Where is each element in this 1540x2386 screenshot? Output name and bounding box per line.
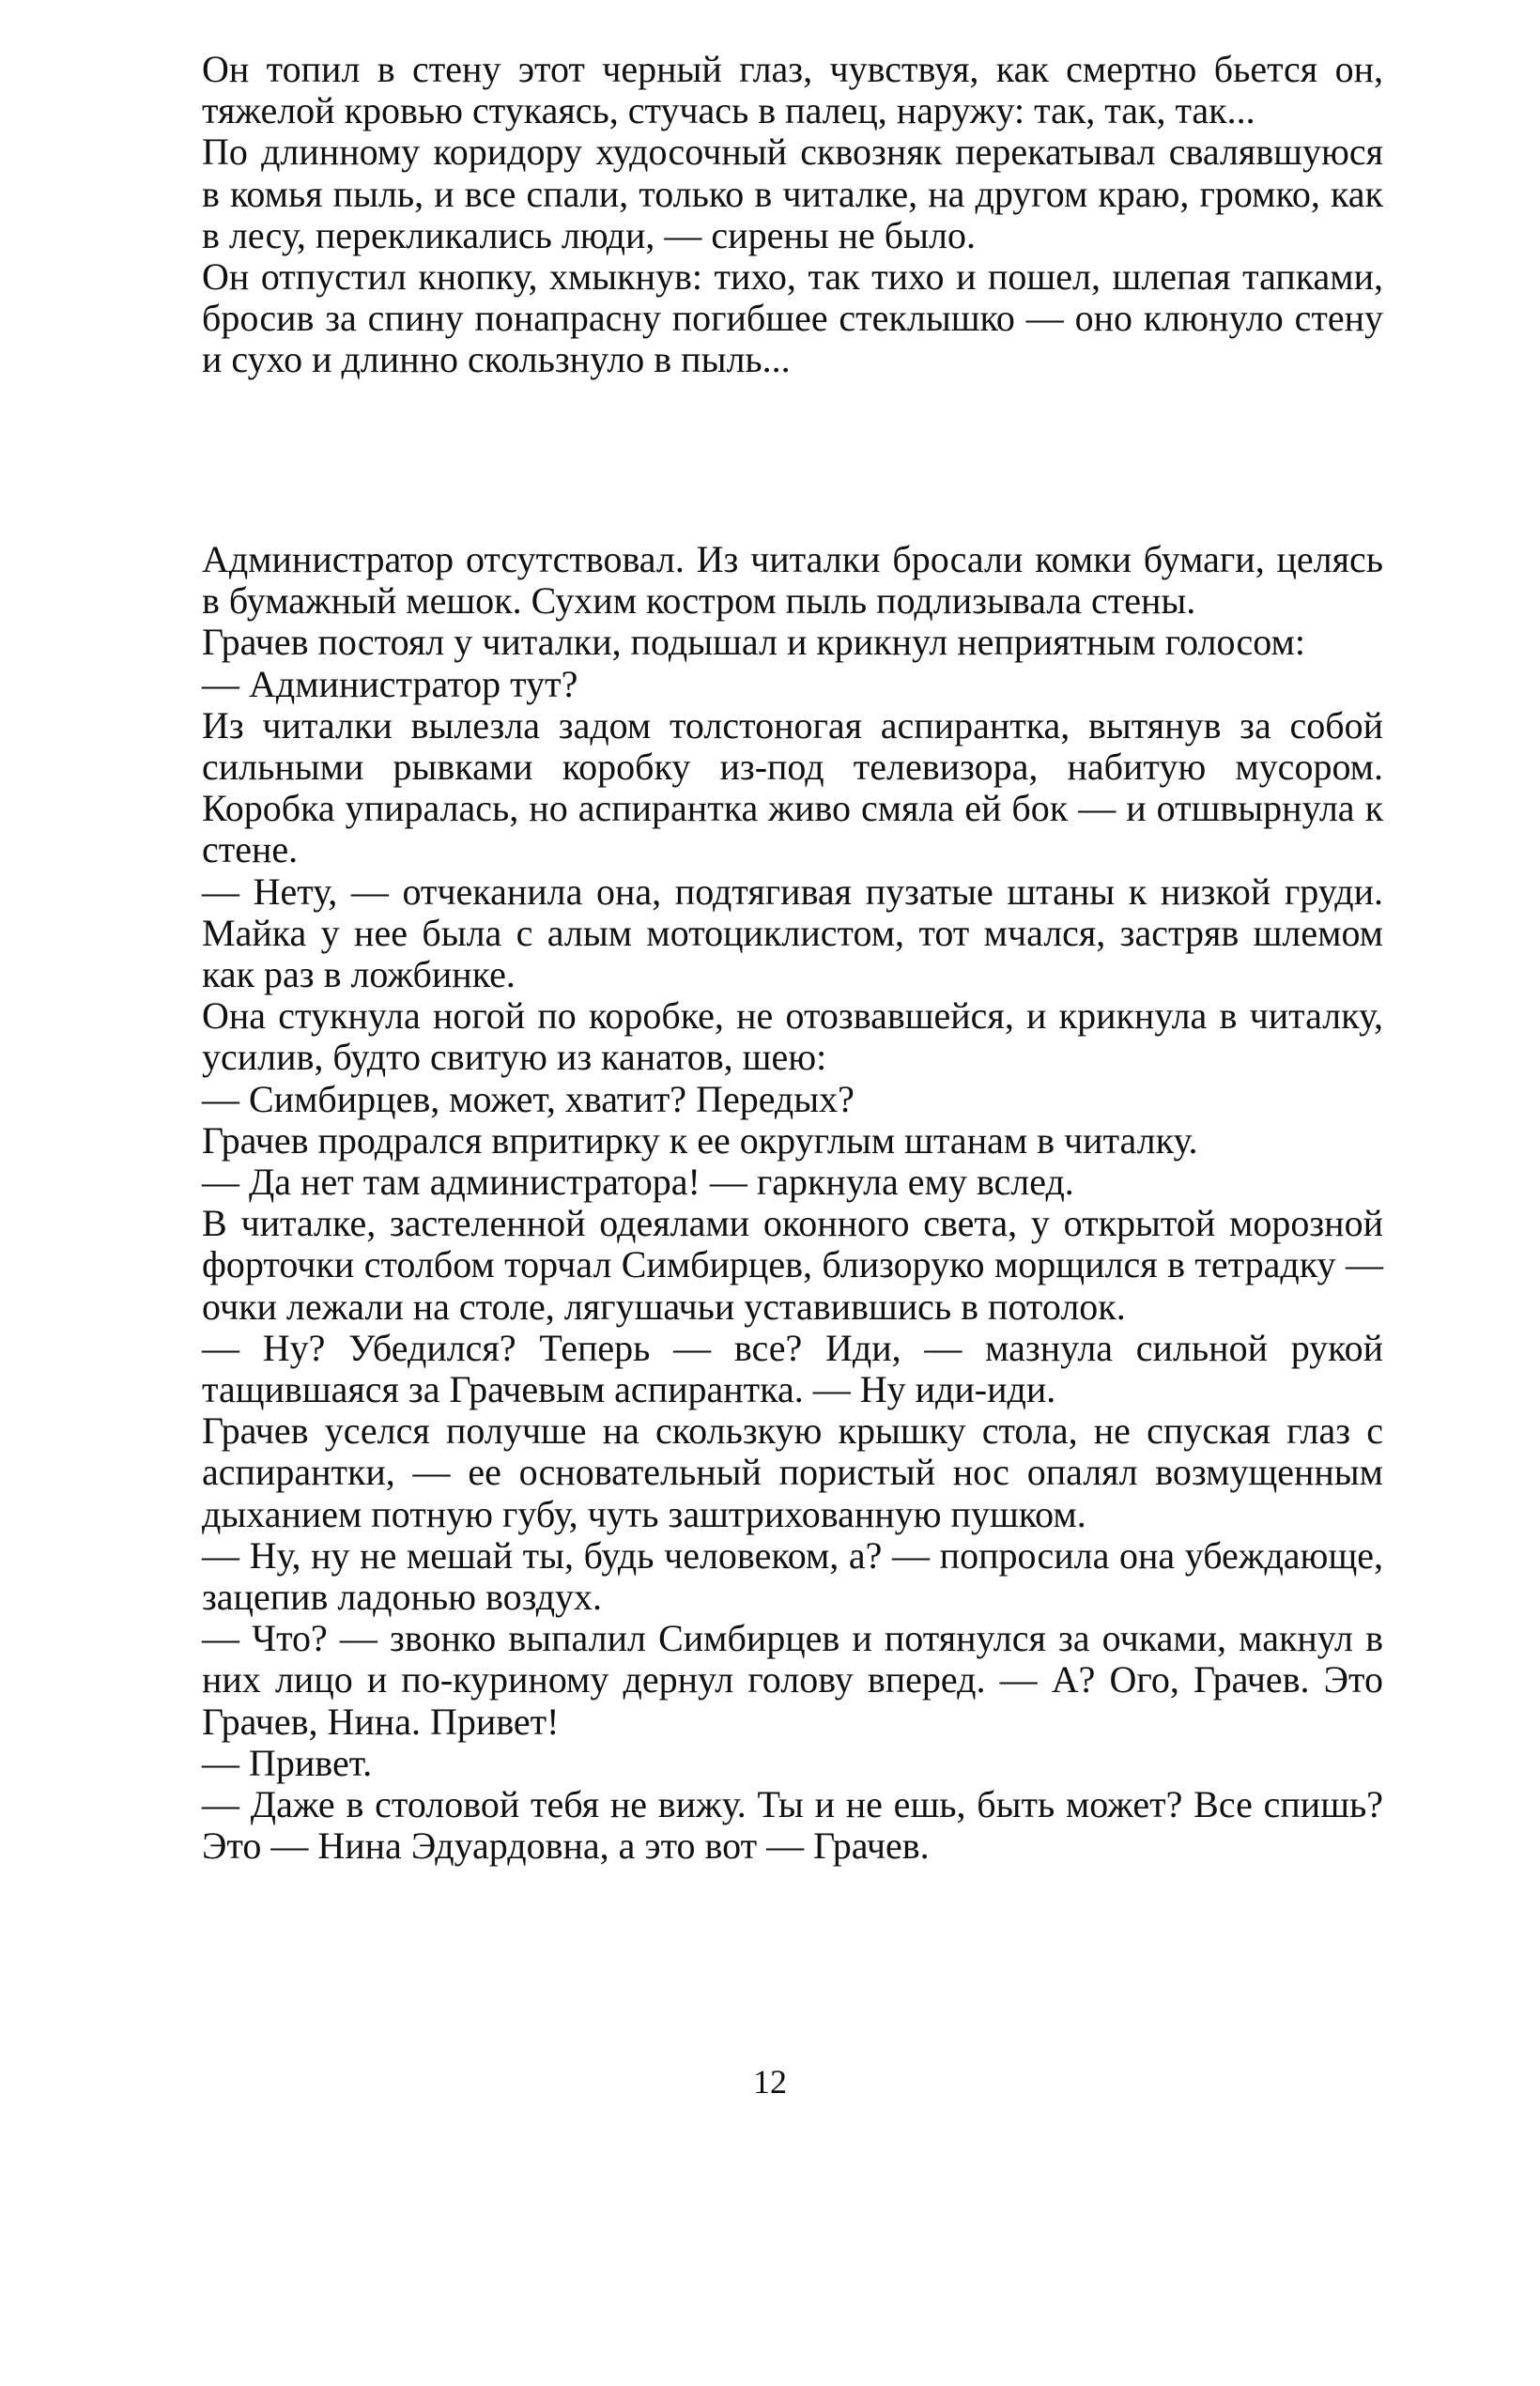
dialogue-line: — Привет. xyxy=(202,1741,373,1784)
page-number: 12 xyxy=(753,2063,787,2101)
paragraph: По длинному коридору худосочный сквозняк перекатывал свалявшуюся в комья пыль, и все спали, только в читалке, на другом краю, громко, как в лесу, перекликались люди, — сирены не было. xyxy=(202,131,1383,256)
text-section-1 xyxy=(202,49,1383,381)
text-section-2 xyxy=(202,539,1383,1868)
dialogue-line: — Даже в столовой тебя не вижу. Ты и не ешь, быть может? Все спишь? Это — Нина Эдуардовна, а это вот — Грачев. xyxy=(202,1783,1383,1868)
paragraph: Грачев постоял у читалки, подышал и крикнул неприятным голосом: xyxy=(202,621,1305,664)
paragraph: Грачев уселся получше на скользкую крышку стола, не спуская глаз с аспирантки, — ее основательный пористый нос опалял возмущенным дыханием потную губу, чуть заштрихованную пушком. xyxy=(202,1409,1383,1535)
dialogue-line: — Ну, ну не мешай ты, будь человеком, а? — попросила она убеждающе, зацепив ладонью воздух. xyxy=(202,1533,1383,1619)
paragraph: Он отпустил кнопку, хмыкнув: тихо, так тихо и пошел, шлепая тапками, бросив за спину понапрасну погибшее стеклышко — оно клюнуло стену и сухо и длинно скользнуло в пыль... xyxy=(202,255,1383,381)
paragraph: Она стукнула ногой по коробке, не отозвавшейся, и крикнула в читалку, усилив, будто свитую из канатов, шею: xyxy=(202,994,1383,1079)
dialogue-line: — Симбирцев, может, хватит? Передых? xyxy=(202,1077,855,1120)
paragraph: Он топил в стену этот черный глаз, чувствуя, как смертно бьется он, тяжелой кровью стукаясь, стучась в палец, наружу: так, так, так... xyxy=(202,48,1383,132)
paragraph: Грачев продрался впритирку к ее округлым штанам в читалку. xyxy=(202,1118,1198,1162)
dialogue-line: — Да нет там администратора! — гаркнула ему вслед. xyxy=(202,1161,1074,1204)
dialogue-line: — Нету, — отчеканила она, подтягивая пузатые штаны к низкой груди. Майка у нее была с алым мотоциклистом, тот мчался, застряв шлемом как раз в ложбинке. xyxy=(202,870,1383,996)
paragraph: В читалке, застеленной одеялами оконного света, у открытой морозной форточки столбом торчал Симбирцев, близоруко морщился в тетрадку — очки лежали на столе, лягушачьи уставившись в потолок. xyxy=(202,1202,1383,1328)
paragraph: Администратор отсутствовал. Из читалки бросали комки бумаги, целясь в бумажный мешок. Сухим костром пыль подлизывала стены. xyxy=(202,538,1383,623)
dialogue-line: — Ну? Убедился? Теперь — все? Иди, — мазнула сильной рукой тащившаяся за Грачевым аспирантка. — Ну иди-иди. xyxy=(202,1326,1383,1411)
paragraph: Из читалки вылезла задом толстоногая аспирантка, вытянув за собой сильными рывками коробку из-под телевизора, набитую мусором. Коробка упиралась, но аспирантка живо смяла ей бок — и отшвырнула к стене. xyxy=(202,703,1383,871)
dialogue-line: — Что? — звонко выпалил Симбирцев и потянулся за очками, макнул в них лицо и по-куриному дернул голову вперед. — А? Ого, Грачев. Это Грачев, Нина. Привет! xyxy=(202,1617,1383,1743)
dialogue-line: — Администратор тут? xyxy=(202,662,578,705)
